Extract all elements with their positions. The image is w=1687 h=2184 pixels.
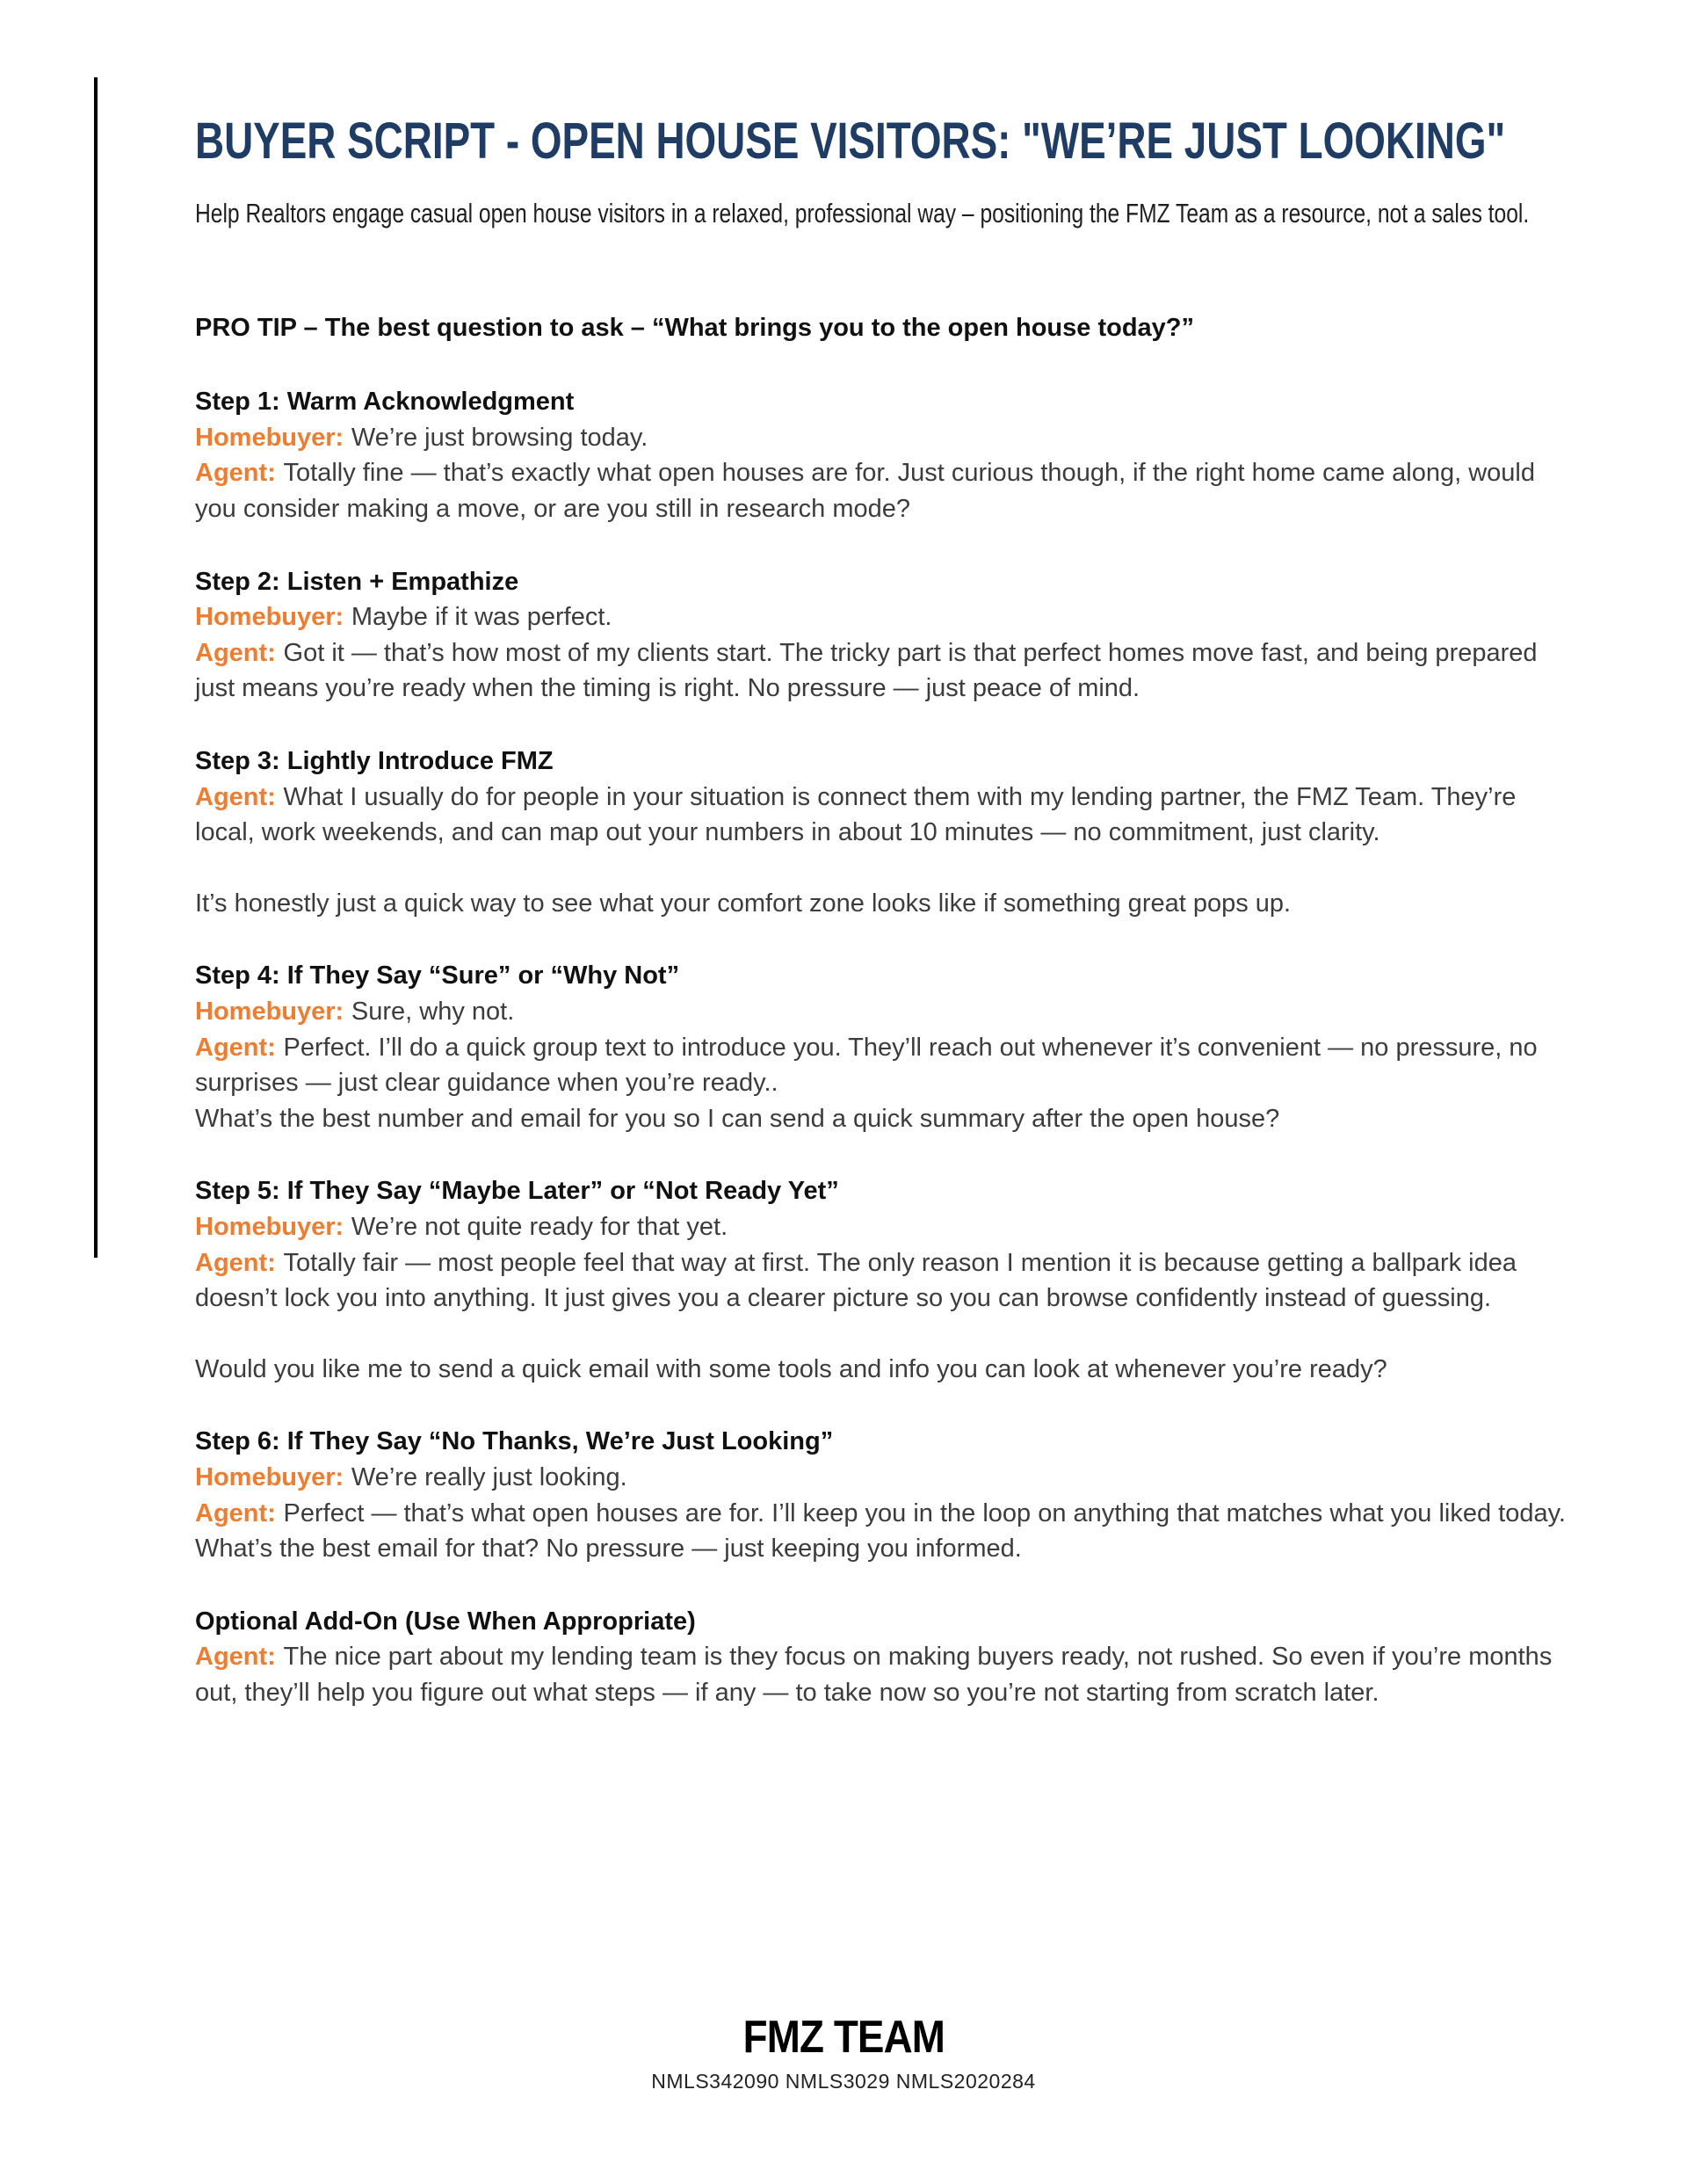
- speaker-label: Agent:: [195, 459, 276, 488]
- page-title: BUYER SCRIPT - OPEN HOUSE VISITORS: "WE’RE JUST LOOKING": [195, 112, 1506, 170]
- speaker-label: Homebuyer:: [195, 1462, 344, 1491]
- speaker-label: Agent:: [195, 1248, 276, 1277]
- dialog-line: [195, 599, 1571, 635]
- step-heading: Step 5: If They Say “Maybe Later” or “Not Ready Yet”: [195, 1177, 839, 1206]
- dialog-line: [195, 780, 1571, 851]
- step-heading: Step 3: Lightly Introduce FMZ: [195, 747, 554, 776]
- dialog-text: We’re not quite ready for that yet.: [351, 1212, 728, 1241]
- speaker-label: Homebuyer:: [195, 423, 344, 452]
- section-step-6: [195, 1424, 1571, 1566]
- dialog-line: [195, 886, 1571, 922]
- step-heading: Step 4: If They Say “Sure” or “Why Not”: [195, 961, 680, 990]
- step-heading: Step 2: Listen + Empathize: [195, 567, 519, 596]
- section-step-5: [195, 1173, 1571, 1387]
- dialog-line: [195, 635, 1571, 707]
- speaker-label: Agent:: [195, 1643, 276, 1672]
- dialog-text: We’re just browsing today.: [351, 423, 648, 452]
- title-wrap: [195, 112, 1571, 171]
- speaker-label: Homebuyer:: [195, 998, 344, 1026]
- section-optional-addon: [195, 1604, 1571, 1711]
- step-heading: Step 6: If They Say “No Thanks, We’re Just Looking”: [195, 1427, 834, 1456]
- dialog-text: Totally fine — that’s exactly what open houses are for. Just curious though, if the right home came along, would you consider making a move, or are you still in research mode?: [195, 459, 1535, 524]
- speaker-label: Agent:: [195, 1033, 276, 1062]
- dialog-text: Would you like me to send a quick email with some tools and info you can look at whenever you’re ready?: [195, 1354, 1387, 1383]
- page-subtitle: Help Realtors engage casual open house visitors in a relaxed, professional way – positioning the FMZ Team as a resource, not a sales tool.: [195, 197, 1530, 229]
- section-step-1: [195, 384, 1571, 526]
- footer-nmls: NMLS342090 NMLS3029 NMLS2020284: [651, 2070, 1036, 2093]
- dialog-text: We’re really just looking.: [351, 1462, 627, 1491]
- speaker-label: Homebuyer:: [195, 1212, 344, 1241]
- dialog-line: [195, 1209, 1571, 1245]
- section-step-4: [195, 958, 1571, 1136]
- document-body: [195, 112, 1571, 1748]
- step-heading: Step 1: Warm Acknowledgment: [195, 388, 575, 417]
- dialog-text: What’s the best number and email for you so I can send a quick summary after the open house?: [195, 1104, 1280, 1133]
- dialog-line: [195, 994, 1571, 1030]
- dialog-line: [195, 420, 1571, 456]
- dialog-line: [195, 1460, 1571, 1496]
- dialog-line: [195, 1352, 1571, 1388]
- dialog-text: Perfect — that’s what open houses are for. I’ll keep you in the loop on anything that matches what you liked today. What’s the best email for that? No pressure — just keeping you informed.: [195, 1498, 1566, 1564]
- dialog-text: Got it — that’s how most of my clients start. The tricky part is that perfect homes move fast, and being prepared just means you’re ready when the timing is right. No pressure — just peace of mind.: [195, 638, 1538, 703]
- dialog-text: Perfect. I’ll do a quick group text to introduce you. They’ll reach out whenever it’s convenient — no pressure, no surprises — just clear guidance when you’re ready..: [195, 1033, 1538, 1098]
- dialog-line: [195, 1101, 1571, 1137]
- dialog-line: [195, 1496, 1571, 1567]
- dialog-line: [195, 1245, 1571, 1317]
- dialog-text: Sure, why not.: [351, 998, 515, 1026]
- footer-brand: FMZ TEAM: [742, 2012, 945, 2063]
- dialog-text: The nice part about my lending team is they focus on making buyers ready, not rushed. So even if you’re months out, they’ll help you figure out what steps — if any — to take now so you’re not starting from scratch later.: [195, 1643, 1553, 1707]
- speaker-label: Agent:: [195, 782, 276, 811]
- dialog-line: [195, 455, 1571, 526]
- dialog-text: It’s honestly just a quick way to see what your comfort zone looks like if something great pops up.: [195, 889, 1292, 918]
- pro-tip: PRO TIP – The best question to ask – “What brings you to the open house today?”: [195, 313, 1195, 342]
- dialog-text: Maybe if it was perfect.: [351, 603, 612, 632]
- footer: [0, 2013, 1687, 2093]
- speaker-label: Agent:: [195, 638, 276, 667]
- subtitle-wrap: [195, 194, 1571, 275]
- section-step-2: [195, 564, 1571, 707]
- dialog-text: Totally fair — most people feel that way at first. The only reason I mention it is because getting a ballpark idea doesn’t lock you into anything. It just gives you a clearer picture so you can browse confidently instead of guessing.: [195, 1248, 1517, 1313]
- speaker-label: Homebuyer:: [195, 603, 344, 632]
- left-border-rule: [94, 77, 98, 1258]
- section-step-3: [195, 744, 1571, 921]
- dialog-line: [195, 1639, 1571, 1710]
- step-heading: Optional Add-On (Use When Appropriate): [195, 1607, 696, 1636]
- dialog-line: [195, 1030, 1571, 1101]
- dialog-text: What I usually do for people in your situation is connect them with my lending partner, the FMZ Team. They’re local, work weekends, and can map out your numbers in about 10 minutes — no commitment, just clarity.: [195, 782, 1517, 847]
- speaker-label: Agent:: [195, 1498, 276, 1527]
